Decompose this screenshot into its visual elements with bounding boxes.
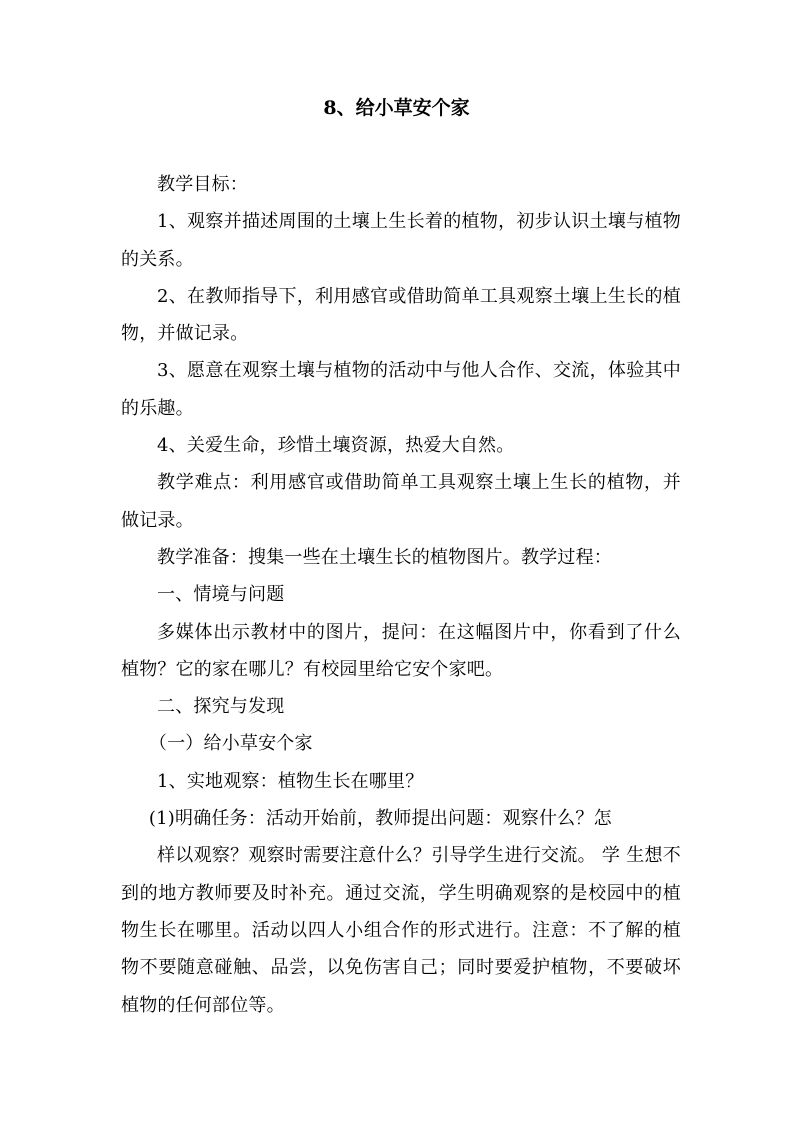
paragraph-goal-2: 2、在教师指导下，利用感官或借助简单工具观察土壤上生长的植物，并做记录。: [121, 285, 681, 345]
paragraph-field-observation: 1、实地观察：植物生长在哪里？: [157, 770, 424, 792]
paragraph-teaching-difficulty: 教学难点：利用感官或借助简单工具观察土壤上生长的植物，并做记录。: [121, 472, 681, 531]
paragraph-goal-4: 4、关爱生命，珍惜土壤资源，热爱大自然。: [157, 435, 515, 457]
paragraph-teaching-preparation: 教学准备：搜集一些在土壤生长的植物图片。教学过程：: [157, 546, 612, 568]
document-title: 8、给小草安个家: [323, 97, 470, 119]
document-body: [121, 166, 681, 1024]
paragraph-goal-3: 3、愿意在观察土壤与植物的活动中与他人合作、交流，体验其中的乐趣。: [121, 360, 681, 419]
paragraph-subsection-heading: （一）给小草安个家: [148, 733, 313, 755]
paragraph-teaching-goals-heading: 教学目标：: [157, 174, 248, 195]
paragraph-section-two-heading: 二、探究与发现: [157, 696, 285, 718]
paragraph-multimedia: 多媒体出示教材中的图片，提问：在这幅图片中，你看到了什么植物？它的家在哪儿？有校园里给它安个家吧。: [121, 621, 681, 680]
paragraph-task-details: 样以观察？观察时需要注意什么？引导学生进行交流。 学 生想不到的地方教师要及时补充。通过交流，学生明确观察的是校园中的植物生长在哪里。活动以四人小组合作的形式进行。注意：不了解的植物不要随意碰触、品尝，以免伤害自己；同时要爱护植物，不要破坏植物的任何部位等。: [121, 845, 681, 1016]
paragraph-section-one-heading: 一、情境与问题: [157, 584, 285, 606]
paragraph-goal-1: 1、观察并描述周围的土壤上生长着的植物，初步认识土壤与植物的关系。: [121, 211, 681, 270]
paragraph-task-clarification: (1)明确任务：活动开始前，教师提出问题：观察什么？怎: [148, 808, 612, 830]
